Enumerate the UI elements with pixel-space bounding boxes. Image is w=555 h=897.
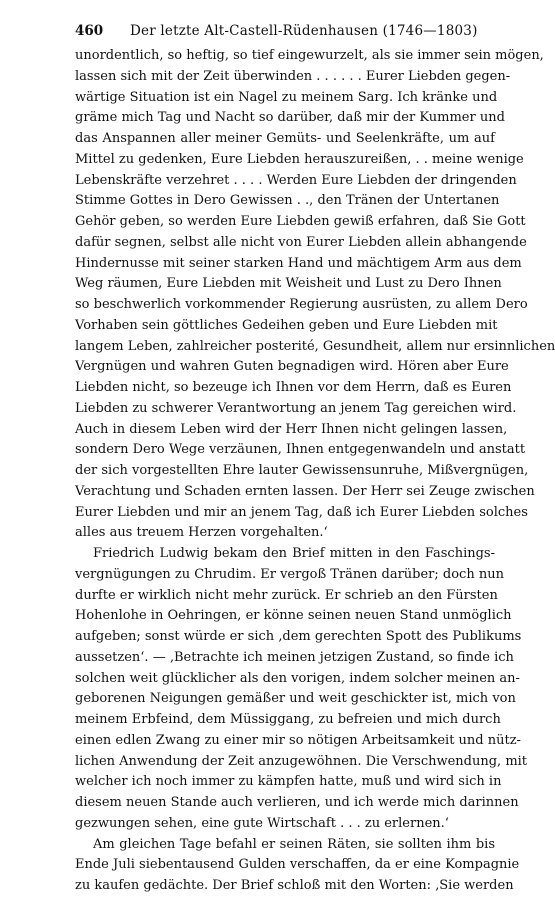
text-line: diesem neuen Stande auch verlieren, und ich werde mich darinnen bbox=[75, 795, 519, 810]
text-line: Am gleichen Tage befahl er seinen Räten, sie sollten ihm bis bbox=[93, 836, 495, 852]
text-line: Mittel zu gedenken, Eure Liebden herauszureißen, . . meine wenige bbox=[75, 151, 524, 167]
page-header bbox=[75, 20, 495, 42]
text-line: aussetzen‘. — ‚Betrachte ich meinen jetzigen Zustand, so finde ich bbox=[75, 649, 514, 665]
text-line: das Anspannen aller meiner Gemüts- und Seelenkräfte, um auf bbox=[75, 131, 495, 146]
text-line: Hohenlohe in Oehringen, er könne seinen neuen Stand unmöglich bbox=[75, 608, 512, 624]
text-line: Ende Juli siebentausend Gulden verschaffen, da er eine Kompagnie bbox=[75, 857, 520, 873]
text-line: Eurer Liebden und mir an jenem Tag, daß ich Eurer Liebden solches bbox=[75, 504, 528, 520]
running-head: Der letzte Alt-Castell-Rüdenhausen (1746—1803) bbox=[130, 23, 478, 39]
text-line: einen edlen Zwang zu einer mir so nötigen Arbeitsamkeit und nütz- bbox=[75, 732, 521, 748]
text-line: aufgeben; sonst würde er sich ‚dem gerechten Spott des Publikums bbox=[75, 629, 522, 644]
text-line: unordentlich, so heftig, so tief eingewurzelt, als sie immer sein mögen, bbox=[75, 48, 544, 63]
text-line: Stimme Gottes in Dero Gewissen . ., den Tränen der Untertanen bbox=[75, 193, 500, 209]
text-line: Vorhaben sein göttliches Gedeihen geben und Eure Liebden mit bbox=[75, 317, 498, 333]
text-line: solchen weit glücklicher als den vorigen, indem solcher meinen an- bbox=[75, 670, 520, 686]
text-line: durfte er wirklich nicht mehr zurück. Er schrieb an den Fürsten bbox=[75, 587, 498, 603]
text-line: sondern Dero Wege verzäunen, Ihnen entgegenwandeln und anstatt bbox=[75, 442, 526, 458]
text-line: Auch in diesem Leben wird der Herr Ihnen nicht gelingen lassen, bbox=[75, 421, 508, 437]
text-line: lichen Anwendung der Zeit anzugewöhnen. Die Verschwendung, mit bbox=[75, 753, 528, 769]
text-line: Weg räumen, Eure Liebden mit Weisheit und Lust zu Dero Ihnen bbox=[75, 276, 502, 292]
text-line: zu kaufen gedächte. Der Brief schloß mit den Worten: ‚Sie werden bbox=[75, 878, 514, 893]
text-line: Hindernusse mit seiner starken Hand und mächtigem Arm aus dem bbox=[75, 255, 522, 271]
text-line: lassen sich mit der Zeit überwinden . . . . . . Eurer Liebden gegen- bbox=[75, 68, 511, 84]
text-line: gräme mich Tag und Nacht so darüber, daß mir der Kummer und bbox=[75, 110, 505, 126]
text-line: Gehör geben, so werden Eure Liebden gewiß erfahren, daß Sie Gott bbox=[75, 214, 526, 229]
text-line: der sich vorgestellten Ehre lauter Gewissensunruhe, Mißvergnügen, bbox=[75, 463, 529, 478]
text-line: vergnügungen zu Chrudim. Er vergoß Tränen darüber; doch nun bbox=[75, 566, 504, 582]
text-line: langem Leben, zahlreicher posterité, Gesundheit, allem nur ersinnlichen bbox=[75, 338, 555, 354]
body-text bbox=[75, 46, 555, 897]
text-line: Vergnügen und wahren Guten begnadigen wird. Hören aber Eure bbox=[75, 359, 509, 375]
text-line: meinem Erbfeind, dem Müssiggang, zu befreien und mich durch bbox=[75, 712, 501, 727]
text-line: gezwungen sehen, eine gute Wirtschaft . . . zu erlernen.‘ bbox=[75, 815, 449, 831]
text-line: Friedrich Ludwig bekam den Brief mitten in den Faschings- bbox=[93, 546, 495, 561]
text-line: wärtige Situation ist ein Nagel zu meinem Sarg. Ich kränke und bbox=[75, 89, 498, 105]
text-line: Liebden nicht, so bezeuge ich Ihnen vor dem Herrn, daß es Euren bbox=[75, 380, 512, 395]
text-line: dafür segnen, selbst alle nicht von Eurer Liebden allein abhangende bbox=[75, 234, 527, 250]
text-line: Liebden zu schwerer Verantwortung an jenem Tag gereichen wird. bbox=[75, 400, 517, 416]
text-line: Verachtung und Schaden ernten lassen. Der Herr sei Zeuge zwischen bbox=[75, 483, 535, 499]
text-line: welcher ich noch immer zu kämpfen hatte, muß und wird sich in bbox=[75, 774, 502, 790]
text-line: alles aus treuem Herzen vorgehalten.‘ bbox=[75, 525, 328, 541]
text-line: Lebenskräfte verzehret . . . . Werden Eure Liebden der dringenden bbox=[75, 172, 517, 188]
page-number: 460 bbox=[75, 23, 104, 39]
text-line: so beschwerlich vorkommender Regierung ausrüsten, zu allem Dero bbox=[75, 297, 528, 312]
text-line: geborenen Neigungen gemäßer und weit geschickter ist, mich von bbox=[75, 691, 516, 707]
